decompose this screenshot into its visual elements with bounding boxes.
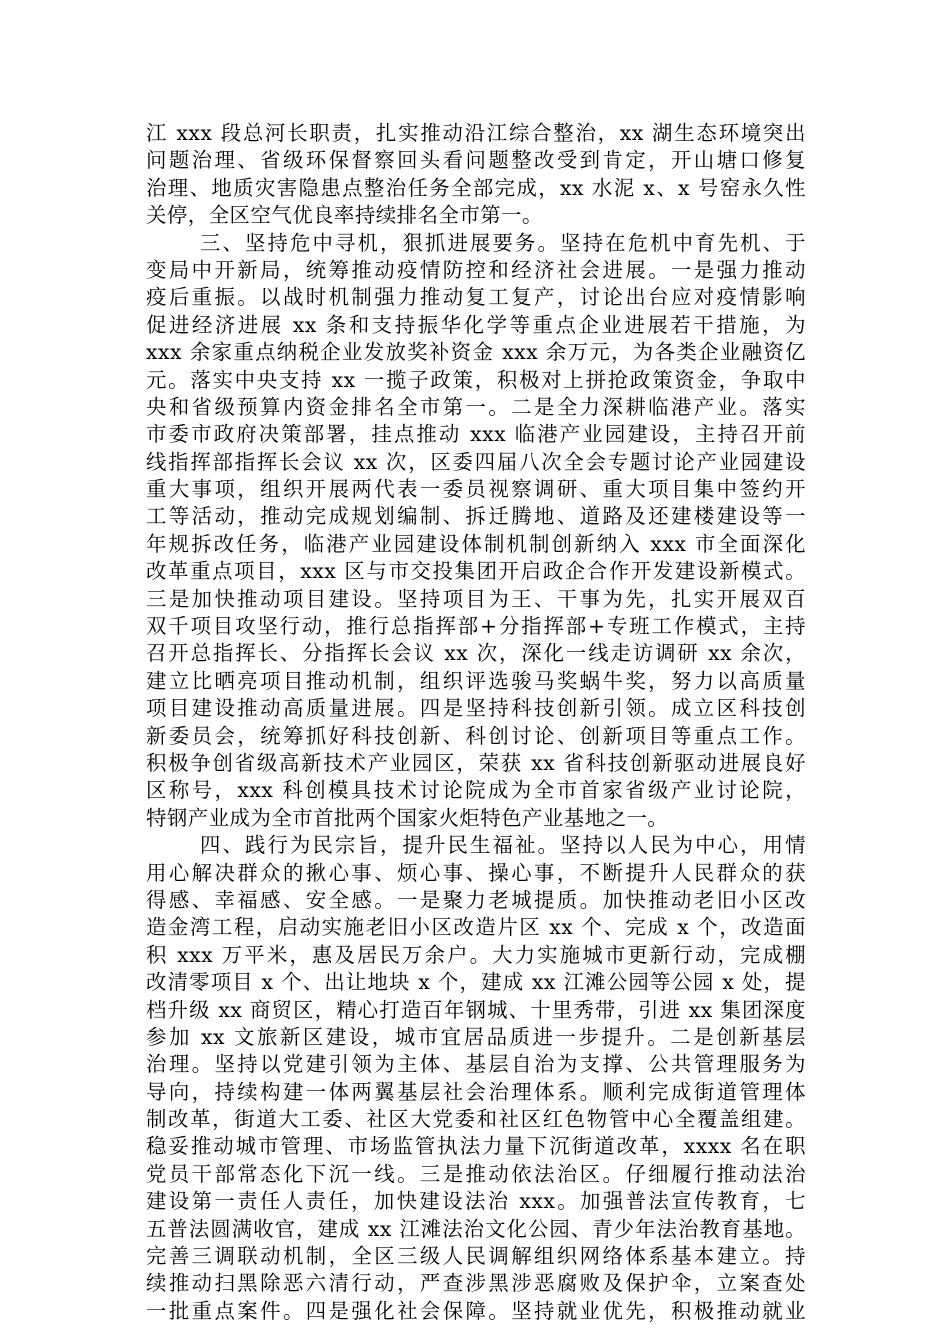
text-line: 疫后重振。以战时机制强力推动复工复产，讨论出台应对疫情影响 — [146, 285, 806, 310]
text-line: 续推动扫黑除恶六清行动，严查涉黑涉恶腐败及保护伞，立案查处 — [146, 1271, 806, 1296]
text-line: 重大事项，组织开展两代表一委员视察调研、重大项目集中签约开 — [146, 477, 806, 502]
text-line: 得感、幸福感、安全感。一是聚力老城提质。加快推动老旧小区改 — [146, 887, 806, 912]
text-line: 一批重点案件。四是强化社会保障。坚持就业优先，积极推动就业 — [146, 1298, 806, 1323]
text-line: 元。落实中央支持 xx 一揽子政策，积极对上拼抢政策资金，争取中 — [146, 367, 806, 392]
document-body — [146, 120, 806, 1325]
text-line: 项目建设推动高质量进展。四是坚持科技创新引领。成立区科技创 — [146, 696, 806, 721]
text-line: 制改革，街道大工委、社区大党委和社区红色物管中心全覆盖组建。 — [146, 1107, 806, 1132]
text-line: 变局中开新局，统筹推动疫情防控和经济社会进展。一是强力推动 — [146, 257, 806, 282]
text-line: 三是加快推动项目建设。坚持项目为王、干事为先，扎实开展双百 — [146, 586, 806, 611]
text-line: 治理、地质灾害隐患点整治任务全部完成，xx 水泥 x、x 号窑永久性 — [146, 175, 806, 200]
text-line: 关停，全区空气优良率持续排名全市第一。 — [146, 203, 543, 228]
text-line: 五普法圆满收官，建成 xx 江滩法治文化公园、青少年法治教育基地。 — [146, 1216, 806, 1241]
text-line: 四、践行为民宗旨，提升民生福祉。坚持以人民为中心，用情 — [200, 833, 806, 858]
text-line: 造金湾工程，启动实施老旧小区改造片区 xx 个、完成 x 个，改造面 — [146, 915, 806, 940]
text-line: 改清零项目 x 个、出让地块 x 个，建成 xx 江滩公园等公园 x 处，提 — [146, 970, 806, 995]
text-line: 新委员会，统筹抓好科技创新、科创讨论、创新项目等重点工作。 — [146, 723, 806, 748]
text-line: 导向，持续构建一体两翼基层社会治理体系。顺利完成街道管理体 — [146, 1079, 806, 1104]
text-line: 三、坚持危中寻机，狠抓进展要务。坚持在危机中育先机、于 — [200, 230, 806, 255]
text-line: 档升级 xx 商贸区，精心打造百年钢城、十里秀带，引进 xx 集团深度 — [146, 997, 806, 1022]
text-line: 治理。坚持以党建引领为主体、基层自治为支撑、公共管理服务为 — [146, 1052, 806, 1077]
text-line: 市委市政府决策部署，挂点推动 xxx 临港产业园建设，主持召开前 — [146, 422, 806, 447]
text-line: 年规拆改任务，临港产业园建设体制机制创新纳入 xxx 市全面深化 — [146, 531, 806, 556]
text-line: 促进经济进展 xx 条和支持振华化学等重点企业进展若干措施，为 — [146, 312, 806, 337]
text-line: 央和省级预算内资金排名全市第一。二是全力深耕临港产业。落实 — [146, 394, 806, 419]
text-line: 工等活动，推动完成规划编制、拆迁腾地、道路及还建楼建设等一 — [146, 504, 806, 529]
text-line: 特钢产业成为全市首批两个国家火炬特色产业基地之一。 — [146, 805, 669, 830]
text-line: xxx 余家重点纳税企业发放奖补资金 xxx 余万元，为各类企业融资亿 — [146, 340, 806, 365]
text-line: 建设第一责任人责任，加快建设法治 xxx。加强普法宣传教育，七 — [146, 1189, 806, 1214]
text-line: 积 xxx 万平米，惠及居民万余户。大力实施城市更新行动，完成棚 — [146, 942, 806, 967]
text-line: 稳妥推动城市管理、市场监管执法力量下沉街道改革，xxxx 名在职 — [146, 1134, 806, 1159]
text-line: 党员干部常态化下沉一线。三是推动依法治区。仔细履行推动法治 — [146, 1161, 806, 1186]
text-line: 参加 xx 文旅新区建设，城市宜居品质进一步提升。二是创新基层 — [146, 1024, 806, 1049]
text-line: 江 xxx 段总河长职责，扎实推动沿江综合整治，xx 湖生态环境突出 — [146, 121, 806, 145]
text-line: 积极争创省级高新技术产业园区，荣获 xx 省科技创新驱动进展良好 — [146, 750, 806, 775]
text-line: 改革重点项目，xxx 区与市交投集团开启政企合作开发建设新模式。 — [146, 559, 806, 584]
text-line: 区称号，xxx 科创模具技术讨论院成为全市首家省级产业讨论院， — [146, 778, 806, 803]
text-line: 召开总指挥长、分指挥长会议 xx 次，深化一线走访调研 xx 余次， — [146, 641, 806, 666]
text-line: 问题治理、省级环保督察回头看问题整改受到肯定，开山塘口修复 — [146, 148, 806, 173]
text-line: 用心解决群众的揪心事、烦心事、操心事，不断提升人民群众的获 — [146, 860, 806, 885]
text-line: 完善三调联动机制，全区三级人民调解组织网络体系基本建立。持 — [146, 1244, 806, 1269]
text-line: 线指挥部指挥长会议 xx 次，区委四届八次全会专题讨论产业园建设 — [146, 449, 806, 474]
text-line: 建立比晒亮项目推动机制，组织评选骏马奖蜗牛奖，努力以高质量 — [146, 668, 806, 693]
text-line: 双千项目攻坚行动，推行总指挥部+分指挥部+专班工作模式，主持 — [146, 614, 806, 639]
